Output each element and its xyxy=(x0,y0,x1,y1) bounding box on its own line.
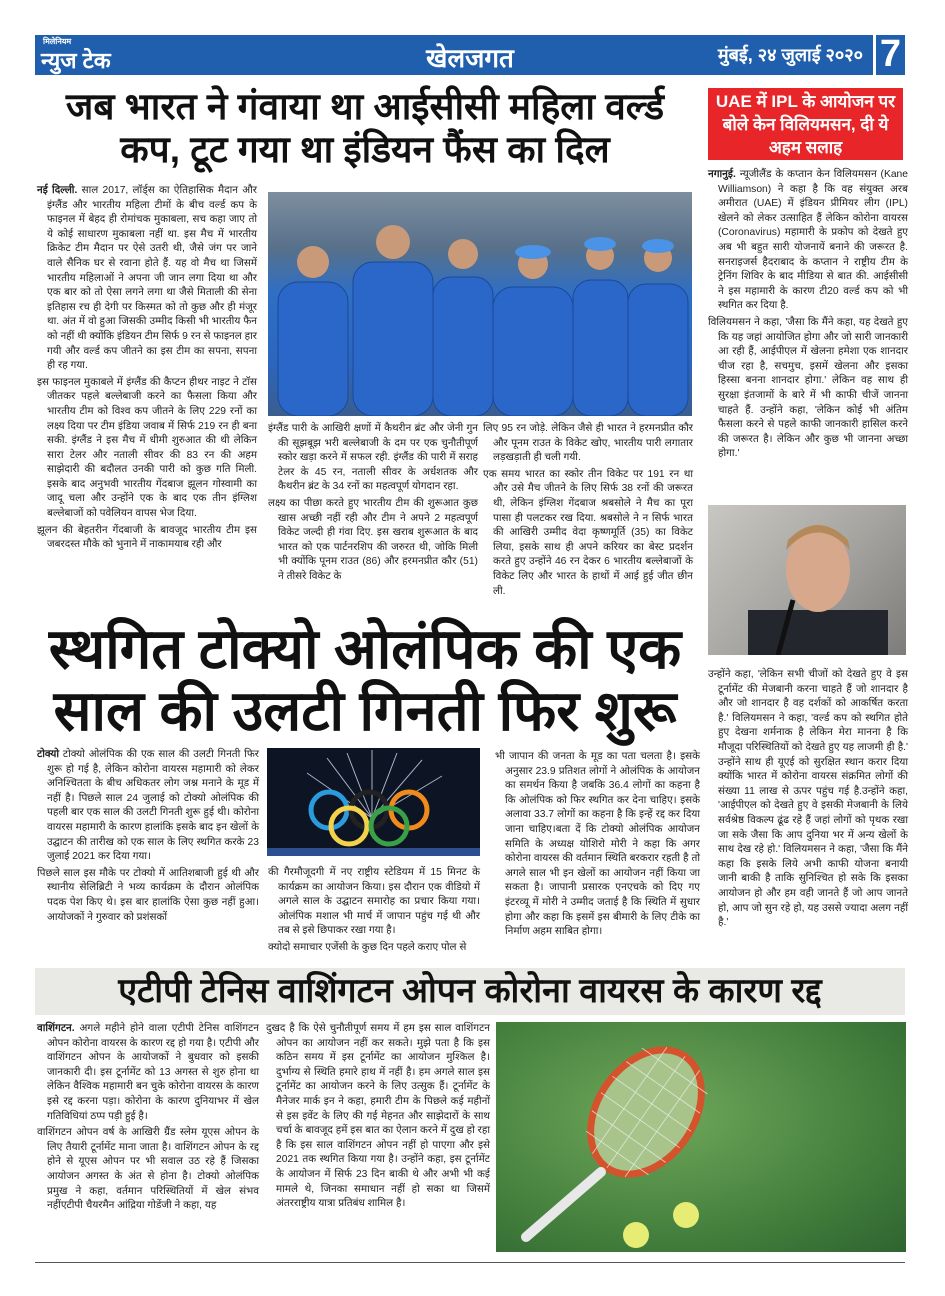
paragraph: साल 2017, लॉर्ड्स का ऐतिहासिक मैदान और इंग्लैंड और भारतीय महिला टीमों के बीच वर्ल्ड कप के फाइनल में बेहद ही रोमांचक मुकाबला, सच कहा जाए तो ये कोई साधारण मुकाबला नहीं था. इस मैच में भारतीय क्रिकेट टीम मैदान पर ऐसे उतरी थी, जैसे जंग पर जाने वाले सैनिक घर से रवाना होते हैं. यह वो मैच था जिसमें भारतीय महिलाओं ने अपना जी जान लगा दिया था और एक बार को तो ऐसा लगने लगा था जैसे मिताली की सेना इतिहास रच ही देगी पर किस्मत को तो कुछ और ही मंजूर था. अंत में वो हुआ जिसकी उम्मीद किसी भी भारतीय फैन को नहीं थी क्योंकि इंडियन टीम सिर्फ 9 रन से फाइनल हार गयी और वर्ल्ड कप जीतने का इस टीम का सपना, सपना ही रह गया. xyxy=(47,185,257,372)
kane-williamson-image xyxy=(708,505,906,655)
bottom-rule xyxy=(35,1262,905,1263)
article2-dateline: टोक्यो xyxy=(37,749,60,760)
article3-headline: एटीपी टेनिस वाशिंगटन ओपन कोरोना वायरस के कारण रद्द xyxy=(35,968,905,1015)
article3-col2 xyxy=(266,1022,490,1214)
article2-col1 xyxy=(37,748,259,927)
paragraph: भी जापान की जनता के मूड का पता चलता है। इसके अनुसार 23.9 प्रतिशत लोगों ने ओलंपिक के आयोजन का समर्थन किया है जबकि 36.4 लोगों का कहना है कि ओलंपिक को फिर स्थगित कर देना चाहिए। इसके अलावा 33.7 लोगों का कहना है कि इन्हें रद्द कर दिया जाना चाहिए।बता दें कि टोक्यो ओलंपिक आयोजन समिति के अध्यक्ष योशिरो मोरी ने कहा कि अगर कोरोना वायरस की वर्तमान स्थिति बरकरार रहती है तो अगले साल भी इन खेलों का आयोजन नहीं किया जा सकता है। जापानी प्रसारक एनएचके को दिए गए इंटरव्यू में मोरी ने उम्मीद जताई है कि स्थिति में सुधार होगा और कहा कि इसमें इस बीमारी के लिए टीके का निर्माण अहम साबित होगा। xyxy=(495,751,700,938)
article1-col2 xyxy=(268,422,478,587)
page-number: 7 xyxy=(873,33,901,75)
brand-tagline: मिलेनियम xyxy=(43,37,72,46)
article2-col2 xyxy=(268,866,480,958)
sidebar-text-top xyxy=(708,168,908,464)
kane-williamson-photo xyxy=(708,505,906,655)
olympic-rings-photo xyxy=(267,748,480,856)
paragraph: इस फाइनल मुकाबले में इंग्लैंड की कैप्टन हीथर नाइट ने टॉस जीतकर पहले बल्लेबाजी करने का फैसला किया और भारतीय टीम को विश्व कप जीतने के लिए 229 रनों का लक्ष्य दिया पर टीम इंडिया जवाब में सिर्फ 219 रन ही बना सकी. इंग्लैंड ने इस मैच में धीमी शुरुआत की थी लेकिन सारा टेलर और नताली सीवर की 83 रन की अहम साझेदारी की बदौलत उनकी पारी को कुछ गति मिली. इसके बाद अनुभवी भारतीय गेंदबाज झूलन गोस्वामी का जादू चला और उन्होंने एक के बाद एक तीन इंग्लिश बल्लेबाजों को पवेलियन वापस भेज दिया. xyxy=(37,376,257,520)
paragraph: न्यूजीलैंड के कप्तान केन विलियमसन (Kane Williamson) ने कहा है कि वह संयुक्त अरब अमीरात (UAE) में इंडियन प्रीमियर लीग (IPL) खेलने को लेकर उत्साहित हैं लेकिन कोरोना वायरस (Coronavirus) महामारी के प्रकोप को देखते हुए अब भी बहुत सारी योजनायें बनाने की जरूरत है. सनराइजर्स हैदराबाद के कप्तान ने राष्ट्रीय टीम के ट्रेनिंग शिविर के बाद मीडिया से बात की. आईसीसी ने इस महामारी के कारण टी20 वर्ल्ड कप को भी स्थगित कर दिया है. xyxy=(718,169,908,312)
article1-col3 xyxy=(483,422,693,601)
women-cricketers-image xyxy=(268,192,692,416)
paragraph: लिए 95 रन जोड़े. लेकिन जैसे ही भारत ने हरमनप्रीत कौर और पूनम राउत के विकेट खोए, भारतीय पारी लगातार लड़खड़ाती ही चली गयी. xyxy=(483,423,693,464)
paragraph: वाशिंगटन ओपन वर्ष के आखिरी ग्रैंड स्लेम यूएस ओपन के लिए तैयारी टूर्नामेंट माना जाता है। वाशिंगटन ओपन के रद्द होने से यूएस ओपन पर भी सवाल उठ रहे हैं जिसका आयोजन अगस्त के अंत से होना है। टोक्यो ओलंपिक प्रमुख ने कहा, वर्तमान परिस्थितियों में खेल संभव नहींएटीपी चैयरमैन आंद्रिया गोडेंजी ने कहा, यह xyxy=(37,1127,259,1212)
article1-col1 xyxy=(37,184,257,555)
tennis-photo xyxy=(496,1022,906,1252)
sidebar-dateline: नगानुई. xyxy=(708,169,736,180)
paragraph: विलियमसन ने कहा, 'जैसा कि मैंने कहा, यह देखते हुए कि यह जहां आयोजित होगा और जो सारी जानकारी आ रही हैं, आईपीएल में खेलना हमेशा एक शानदार चीज रहा है, सचमुच, इसमें खेलना और इसका हिस्सा बनना शानदार होगा.' लेकिन वह साथ ही सुरक्षा इंतजामों के बारे में भी काफी चीजें जानना चाहते हैं. उन्होंने कहा, 'लेकिन कोई भी अंतिम फैसला करने से पहले काफी जानकारी हासिल करने की जरूरत है। लेकिन और कुछ भी जानना अच्छा होगा.' xyxy=(708,316,908,460)
article1-headline: जब भारत ने गंवाया था आईसीसी महिला वर्ल्ड कप, टूट गया था इंडियन फैंस का दिल xyxy=(65,86,665,170)
sidebar-text-bottom xyxy=(708,668,908,933)
paragraph: क्योदो समाचार एजेंसी के कुछ दिन पहले कराए पोल से xyxy=(268,941,467,953)
olympic-rings-fireworks-image xyxy=(267,748,480,856)
cricket-team-photo xyxy=(268,192,692,416)
article1-dateline: नई दिल्ली. xyxy=(37,185,78,196)
paragraph: टोक्यो ओलंपिक की एक साल की उलटी गिनती फिर शुरू हो गई है, लेकिन कोरोना वायरस महामारी को लेकर अनिश्चितता के बीच अधिकतर लोग जश्न मनाने के मूड में नहीं है। पिछले साल 24 जुलाई को टोक्यो ओलंपिक की पहली बार एक साल की उलटी गिनती शुरू हुई थी। कोरोना वायरस महामारी के कारण हालांकि इसके बाद इन खेलों के उद्घाटन की तारीख को एक साल के लिए स्थगित करके 23 जुलाई 2021 कर दिया गया। xyxy=(47,749,259,863)
article3-col1 xyxy=(37,1022,259,1216)
paragraph: की गैरमौजूदगी में नए राष्ट्रीय स्टेडियम में 15 मिनट के कार्यक्रम का आयोजन किया। इस दौरान एक वीडियो में अगले साल के उद्घाटन समारोह का प्रचार किया गया। ओलंपिक मशाल भी मार्च में जापान पहुंच गई थी और तब से इसे छिपाकर रखा गया है। xyxy=(268,867,480,937)
paragraph: झूलन की बेहतरीन गेंदबाजी के बावजूद भारतीय टीम इस जबरदस्त मौके को भुनाने में नाकामयाब रही और xyxy=(37,524,257,551)
section-title: खेलजगत xyxy=(426,43,514,73)
paragraph: पिछले साल इस मौके पर टोक्यो में आतिशबाजी हुई थी और स्थानीय सेलिब्रिटी ने भव्य कार्यक्रम के दौरान ओलंपिक पदक पेश किए थे। इस बार हालांकि ऐसा कुछ नहीं हुआ। आयोजकों ने गुरुवार को प्रशंसकों xyxy=(37,867,259,923)
paragraph: दुखद है कि ऐसे चुनौतीपूर्ण समय में हम इस साल वाशिंगटन ओपन का आयोजन नहीं कर सकते। मुझे पता है कि इस कठिन समय में इस टूर्नामेंट का आयोजन मुश्किल है। दुर्भाग्य से स्थिति हमारे हाथ में नहीं है। हम अगले साल इस टूर्नामेंट का आयोजन करने के लिए उत्सुक हैं। टूर्नामेंट के मैनेजर मार्क इन ने कहा, हमारी टीम के पिछले कई महीनों से इस इवेंट के लिए की गई मेहनत और साझेदारों के साथ चर्चा के बावजूद हमें इस बात का ऐलान करने में दुख हो रहा है कि इस साल वाशिंगटन ओपन नहीं हो पाएगा और इसे 2021 तक स्थगित किया गया है। उन्होंने कहा, इस टूर्नामेंट के आयोजन में सिर्फ 23 दिन बाकी थे और अभी भी कई मामले थे, जिनका समाधान नहीं हो सका था जिसमें अंतरराष्ट्रीय यात्रा प्रतिबंध शामिल है। xyxy=(266,1023,490,1210)
article2-headline: स्थगित टोक्यो ओलंपिक की एक साल की उलटी गिनती फिर शुरू xyxy=(48,617,682,742)
article3-dateline: वाशिंगटन. xyxy=(37,1023,75,1034)
article2-col3 xyxy=(495,750,700,942)
paragraph: इंग्लैंड पारी के आखिरी क्षणों में कैथरीन ब्रंट और जेनी गुन की सूझबूझ भरी बल्लेबाजी के दम पर एक चुनौतीपूर्ण स्कोर खड़ा करने में सफल रही. इंग्लैंड की पारी में सराह टेलर के 45 रन, नताली सीवर के अर्धशतक और कैथरीन ब्रंट के 34 रनों का महत्वपूर्ण योगदान रहा. xyxy=(268,423,478,493)
tennis-racket-image xyxy=(496,1022,906,1252)
paragraph: उन्होंने कहा, 'लेकिन सभी चीजों को देखते हुए वे इस टूर्नामेंट की मेजबानी करना चाहते हैं जो शानदार है और जो शानदार है वह दर्शकों को आकर्षित करता है.' विलियमसन ने कहा, 'वर्ल्ड कप को स्थगित होते हुए देखना शर्मनाक है लेकिन मेरा मानना है कि मौजूदा परिस्थितियों को देखते हुए यह लाजमी ही है.' उन्होंने साथ ही यूएई को सुरक्षित स्थान करार दिया क्योंकि भारत में कोरोना वायरस संक्रमित लोगों की संख्या 11 लाख से ऊपर पहुंच गई है.उन्होंने कहा, 'आईपीएल को देखते हुए वे इसकी मेजबानी के लिये सर्वश्रेष्ठ विकल्प ढूंढ रहे हैं जहां लोगों को पृथक रखा जा सके जैसा कि आप दुनिया भर में अन्य खेलों के साथ देख रहे हो.' विलियमसन ने कहा, 'जैसा कि मैंने कहा कि इसके लिये अभी काफी योजना बनायी जानी बाकी है ताकि सुनिश्चित हो सके कि इसका आयोजन हो और हम वही जानते हैं जो आप जानते हो, आप जो सुन रहे हो, यह उससे ज्यादा अलग नहीं है.' xyxy=(708,669,908,929)
masthead-bar xyxy=(35,35,905,75)
paragraph: अगले महीने होने वाला एटीपी टेनिस वाशिंगटन ओपन कोरोना वायरस के कारण रद्द हो गया है। एटीपी और वाशिंगटन ओपन के आयोजकों ने बुधवार को इसकी जानकारी दी। इस टूर्नामेंट को 13 अगस्त से शुरु होना था लेकिन वैश्विक महामारी बन चुके कोरोना वायरस के कारण इसे रद्द करना पड़ा। कोरोना के कारण दुनियाभर में खेल गतिविधियां ठप्प पड़ी हुई है। xyxy=(47,1023,259,1122)
brand-logo: न्युज टेक xyxy=(41,48,111,73)
paragraph: लक्ष्य का पीछा करते हुए भारतीय टीम की शुरूआत कुछ खास अच्छी नहीं रही और टीम ने अपने 2 महत्वपूर्ण विकेट जल्दी ही गंवा दिए. इस खराब शुरूआत के बाद भारत को एक पार्टनरशिप की जरुरत थी, जोकि मिली भी क्योंकि पूनम राउत (86) और हरमनप्रीत कौर (51) ने तीसरे विकेट के xyxy=(268,497,478,582)
paragraph: एक समय भारत का स्कोर तीन विकेट पर 191 रन था और उसे मैच जीतने के लिए सिर्फ 38 रनों की जरूरत थी, लेकिन इंग्लिश गेंदबाज श्रबसोले ने मैच का पूरा पासा ही पलटकर रख दिया. श्रबसोले ने न सिर्फ भारत की आखिरी उम्मीद वेदा कृष्णमूर्ति (35) का विकेट लिया, इसके साथ ही अपने करियर का बेस्ट प्रदर्शन करते हुए उन्होंने 46 रन देकर 6 भारतीय बल्लेबाजों के विकेट लिए और भारत के हाथों में आई हुई जीत छीन ली. xyxy=(483,468,693,597)
sidebar-headline: UAE में IPL के आयोजन पर बोले केन विलियमसन, दी ये अहम सलाह xyxy=(708,88,903,160)
edition-date: मुंबई, २४ जुलाई २०२० xyxy=(717,45,863,65)
